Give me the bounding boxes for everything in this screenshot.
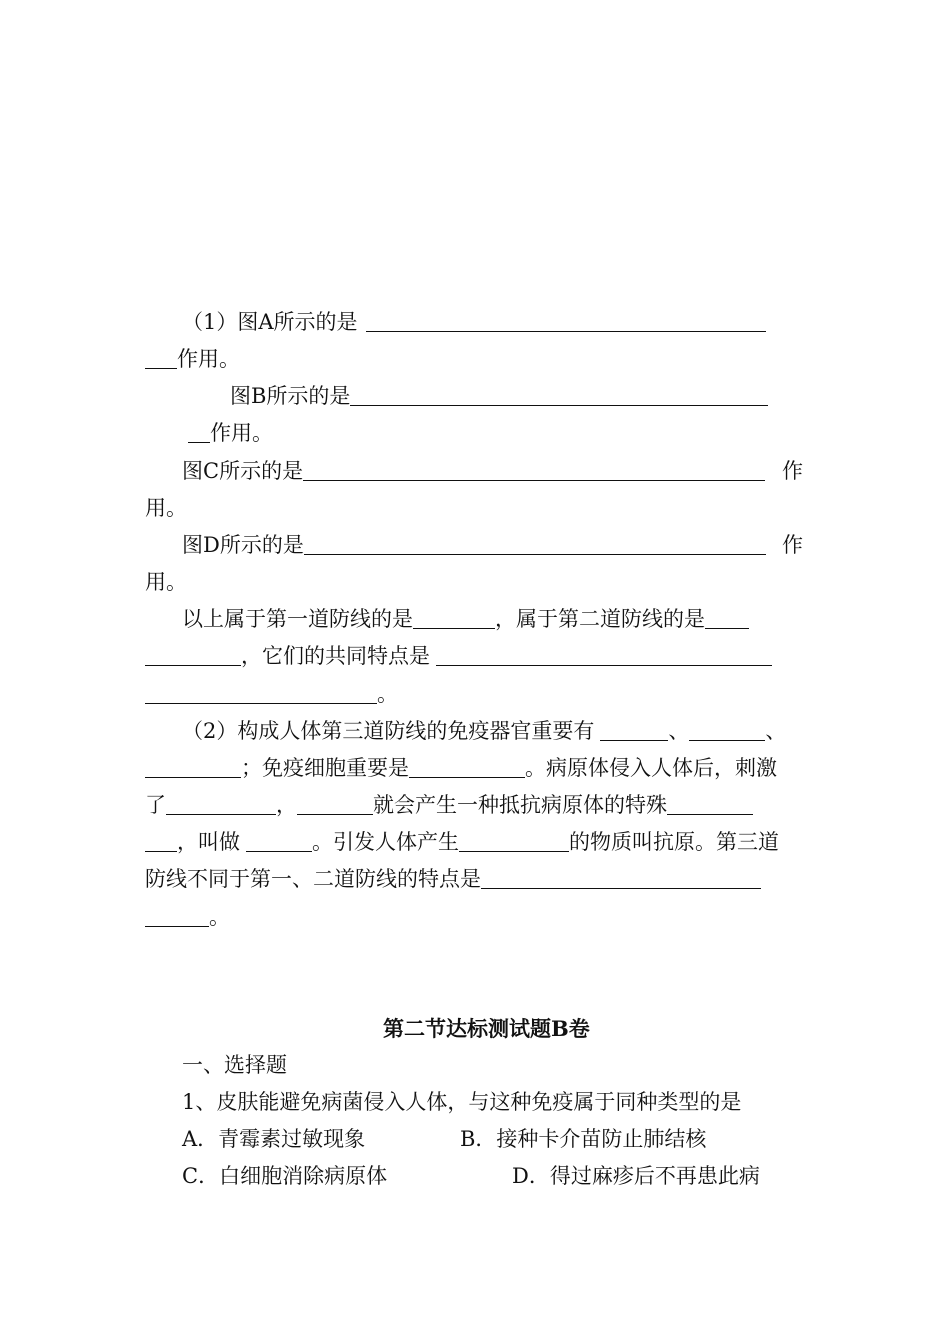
blank[interactable] (459, 833, 569, 852)
blank[interactable] (366, 313, 766, 332)
q2-line-b (145, 758, 777, 779)
text: 图D所示的是 (182, 533, 304, 557)
blank[interactable] (436, 647, 772, 666)
blank[interactable] (600, 722, 668, 741)
text: 用。 (145, 496, 187, 520)
q1-line-a2 (145, 349, 240, 370)
text: ，它们的共同特点是 (241, 644, 430, 668)
blank[interactable] (166, 796, 276, 815)
q1-line-b (230, 386, 768, 407)
option-b[interactable]: B．接种卡介苗防止肺结核 (460, 1127, 707, 1151)
text: 。 (209, 905, 230, 929)
blank[interactable] (481, 870, 761, 889)
text: ，叫做 (177, 830, 240, 854)
blank[interactable] (304, 536, 766, 555)
blank[interactable] (303, 462, 765, 481)
section-title: 第二节达标测试题B卷 (383, 1016, 590, 1041)
blank[interactable] (705, 610, 749, 629)
q2-line-f (145, 907, 230, 928)
blank[interactable] (145, 759, 241, 778)
q1-line-f (145, 646, 772, 667)
blank[interactable] (350, 387, 768, 406)
blank[interactable] (145, 685, 377, 704)
text: 用。 (145, 570, 187, 594)
text: （1）图A所示的是 (182, 310, 358, 334)
text: 作用。 (210, 421, 273, 445)
option-a[interactable]: A．青霉素过敏现象 (182, 1127, 366, 1151)
text: ， (276, 793, 297, 817)
blank[interactable] (246, 833, 312, 852)
q1-line-b2 (188, 423, 273, 444)
blank[interactable] (413, 610, 495, 629)
q1-line-a (182, 312, 766, 333)
q2-line-e (145, 869, 761, 890)
blank[interactable] (409, 759, 525, 778)
text: 的物质叫抗原。第三道 (569, 830, 779, 854)
text: 就会产生一种抵抗病原体的特殊 (373, 793, 667, 817)
option-c[interactable]: C．白细胞消除病原体 (182, 1164, 388, 1188)
text: 作 (782, 533, 803, 557)
blank[interactable] (297, 796, 373, 815)
text: 以上属于第一道防线的是 (182, 607, 413, 631)
question-1: 1、皮肤能避免病菌侵入人体，与这种免疫属于同种类型的是 (182, 1090, 742, 1114)
q1-line-g (145, 684, 398, 705)
blank[interactable] (145, 833, 177, 852)
blank[interactable] (145, 647, 241, 666)
text: 作 (782, 459, 803, 483)
text: （2）构成人体第三道防线的免疫器官重要有 (182, 719, 595, 743)
section-heading: 一、选择题 (182, 1053, 287, 1077)
q1-line-c (182, 461, 765, 482)
text: ；免疫细胞重要是 (241, 756, 409, 780)
text: 图C所示的是 (182, 459, 304, 483)
text: 图B所示的是 (230, 384, 351, 408)
q1-line-e (182, 609, 749, 630)
text: 、 (765, 719, 787, 743)
blank[interactable] (145, 350, 177, 369)
text: 。病原体侵入人体后，刺激 (525, 756, 777, 780)
text: ，属于第二道防线的是 (495, 607, 705, 631)
blank[interactable] (188, 424, 210, 443)
text: 防线不同于第一、二道防线的特点是 (145, 867, 481, 891)
text: 、 (668, 719, 690, 743)
text: 。引发人体产生 (312, 830, 459, 854)
q2-line-c (145, 795, 753, 816)
q2-line-a (182, 721, 786, 742)
option-d[interactable]: D．得过麻疹后不再患此病 (512, 1164, 760, 1188)
q2-line-d (145, 832, 779, 853)
blank[interactable] (689, 722, 765, 741)
blank[interactable] (667, 796, 753, 815)
q1-line-d (182, 535, 766, 556)
text: 。 (377, 682, 398, 706)
text: 作用。 (177, 347, 240, 371)
blank[interactable] (145, 908, 209, 927)
text: 了 (145, 793, 166, 817)
